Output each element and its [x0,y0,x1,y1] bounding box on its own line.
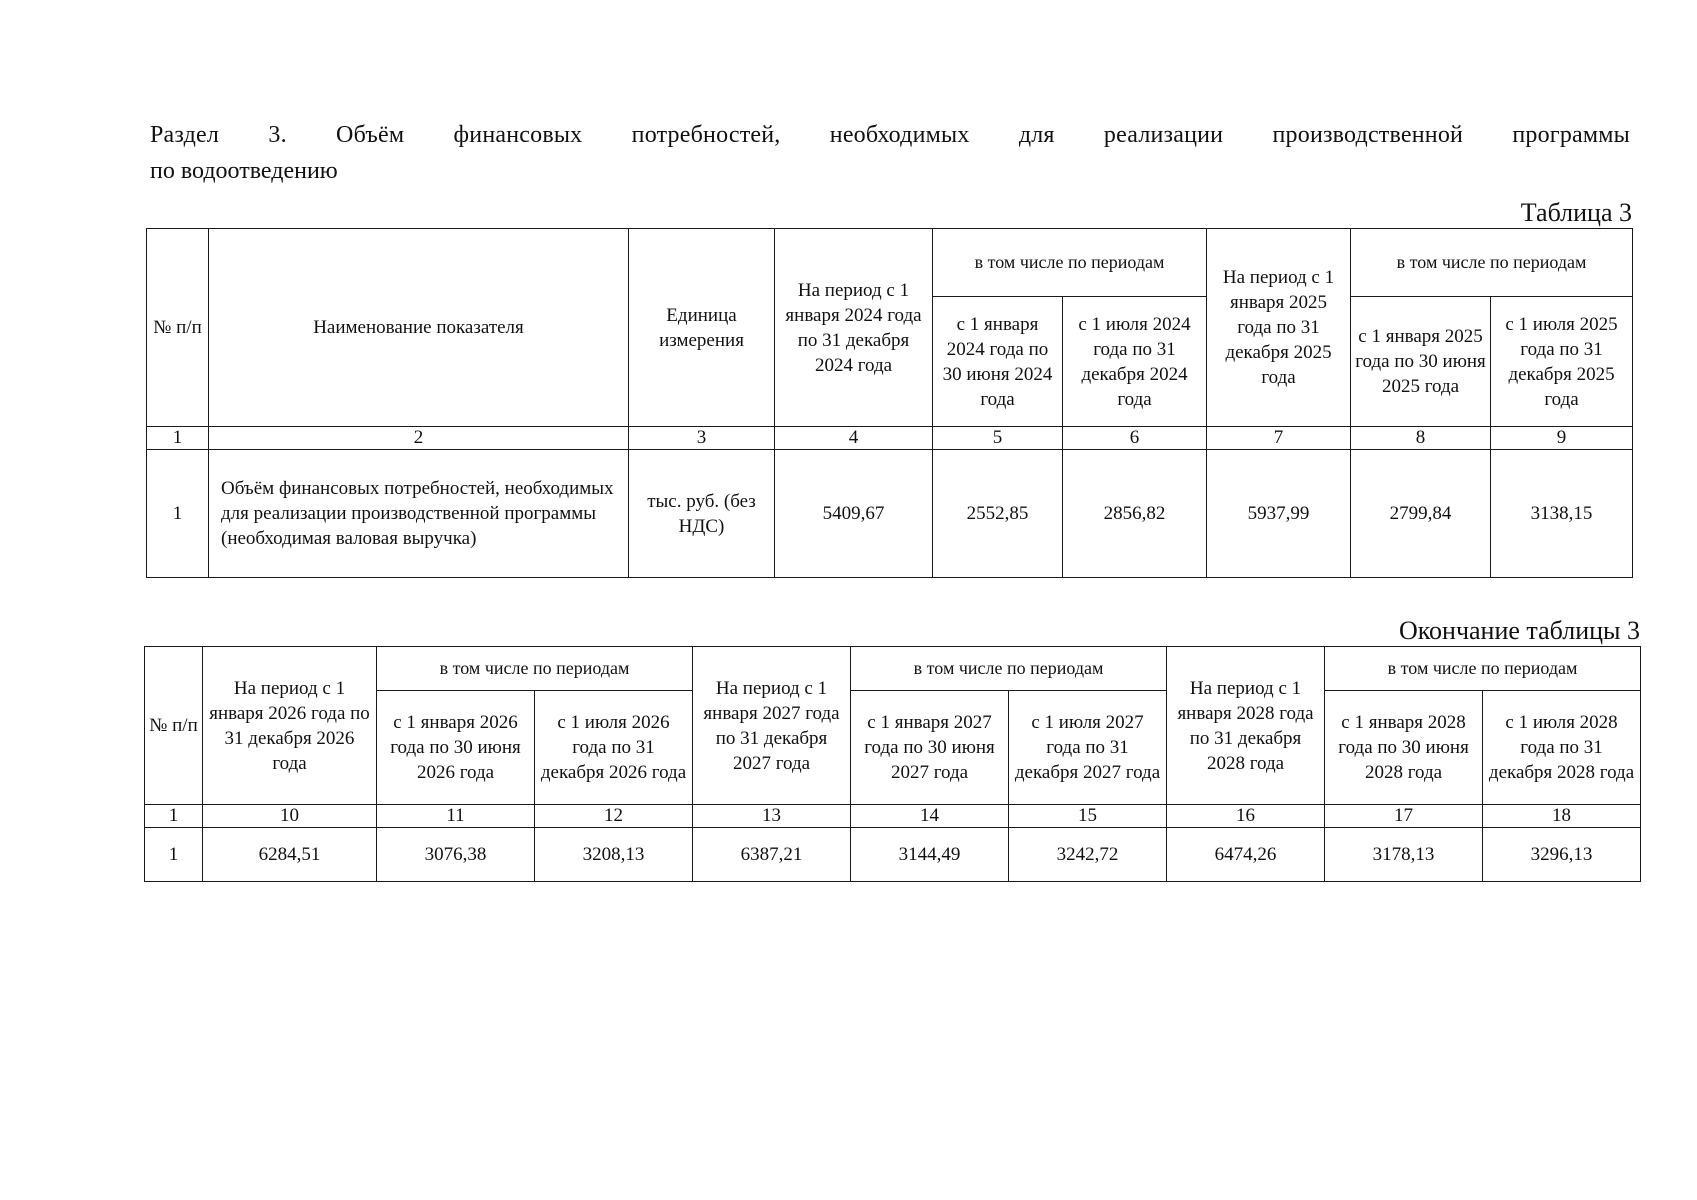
value-period-2027: 6387,21 [693,828,851,882]
header-h2-2028: с 1 июля 2028 года по 31 декабря 2028 года [1483,691,1641,805]
section-title: Раздел 3. Объём финансовых потребностей, необходимых для реализации производственной программы [150,122,1630,148]
table2-caption: Окончание таблицы 3 [1398,616,1640,645]
header-h1-2027: с 1 января 2027 года по 30 июня 2027 года [851,691,1009,805]
col-number: 3 [629,427,775,450]
header-period-2024: На период с 1 января 2024 года по 31 декабря 2024 года [775,229,933,427]
value-h2-2027: 3242,72 [1009,828,1167,882]
value-h2-2026: 3208,13 [535,828,693,882]
table2-column-numbers [145,805,1641,828]
col-number: 15 [1009,805,1167,828]
row-unit: тыс. руб. (без НДС) [629,450,775,578]
table1-caption-wrap [146,198,1632,228]
table1-header-row [147,229,1633,297]
col-number: 11 [377,805,535,828]
section-title-continued: по водоотведению [150,158,338,184]
header-h2-2025: с 1 июля 2025 года по 31 декабря 2025 года [1491,297,1633,427]
header-h1-2024: с 1 января 2024 года по 30 июня 2024 года [933,297,1063,427]
value-h2-2024: 2856,82 [1063,450,1207,578]
value-h1-2025: 2799,84 [1351,450,1491,578]
col-number: 13 [693,805,851,828]
col-number: 5 [933,427,1063,450]
header-num: № п/п [145,647,203,805]
row-num: 1 [145,828,203,882]
value-period-2025: 5937,99 [1207,450,1351,578]
col-number: 17 [1325,805,1483,828]
header-incl-2027: в том числе по периодам [851,647,1167,691]
header-h2-2027: с 1 июля 2027 года по 31 декабря 2027 года [1009,691,1167,805]
header-name: Наименование показателя [209,229,629,427]
header-incl-2026: в том числе по периодам [377,647,693,691]
table2-header-row [145,647,1641,691]
table-row [145,828,1641,882]
header-h1-2025: с 1 января 2025 года по 30 июня 2025 года [1351,297,1491,427]
table-3 [146,228,1633,578]
header-unit: Единица измерения [629,229,775,427]
table1-column-numbers [147,427,1633,450]
header-h2-2026: с 1 июля 2026 года по 31 декабря 2026 года [535,691,693,805]
table-3-continuation [144,646,1641,882]
col-number: 18 [1483,805,1641,828]
row-name: Объём финансовых потребностей, необходимых для реализации производственной программы (необходимая валовая выручка) [209,450,629,578]
header-num: № п/п [147,229,209,427]
value-period-2028: 6474,26 [1167,828,1325,882]
col-number: 12 [535,805,693,828]
value-h1-2028: 3178,13 [1325,828,1483,882]
header-period-2028: На период с 1 января 2028 года по 31 декабря 2028 года [1167,647,1325,805]
header-h1-2026: с 1 января 2026 года по 30 июня 2026 года [377,691,535,805]
header-period-2025: На период с 1 января 2025 года по 31 декабря 2025 года [1207,229,1351,427]
col-number: 7 [1207,427,1351,450]
value-h1-2026: 3076,38 [377,828,535,882]
table1-caption: Таблица 3 [1520,198,1632,227]
col-number: 16 [1167,805,1325,828]
col-number: 2 [209,427,629,450]
table2-caption-wrap [144,616,1640,646]
header-period-2026: На период с 1 января 2026 года по 31 декабря 2026 года [203,647,377,805]
col-number: 1 [145,805,203,828]
col-number: 4 [775,427,933,450]
value-period-2024: 5409,67 [775,450,933,578]
header-h1-2028: с 1 января 2028 года по 30 июня 2028 года [1325,691,1483,805]
header-incl-2025: в том числе по периодам [1351,229,1633,297]
header-period-2027: На период с 1 января 2027 года по 31 декабря 2027 года [693,647,851,805]
value-h2-2028: 3296,13 [1483,828,1641,882]
table-row [147,450,1633,578]
value-period-2026: 6284,51 [203,828,377,882]
header-incl-2028: в том числе по периодам [1325,647,1641,691]
row-num: 1 [147,450,209,578]
col-number: 1 [147,427,209,450]
col-number: 9 [1491,427,1633,450]
col-number: 6 [1063,427,1207,450]
value-h1-2027: 3144,49 [851,828,1009,882]
header-incl-2024: в том числе по периодам [933,229,1207,297]
header-h2-2024: с 1 июля 2024 года по 31 декабря 2024 года [1063,297,1207,427]
value-h2-2025: 3138,15 [1491,450,1633,578]
col-number: 8 [1351,427,1491,450]
col-number: 10 [203,805,377,828]
col-number: 14 [851,805,1009,828]
value-h1-2024: 2552,85 [933,450,1063,578]
